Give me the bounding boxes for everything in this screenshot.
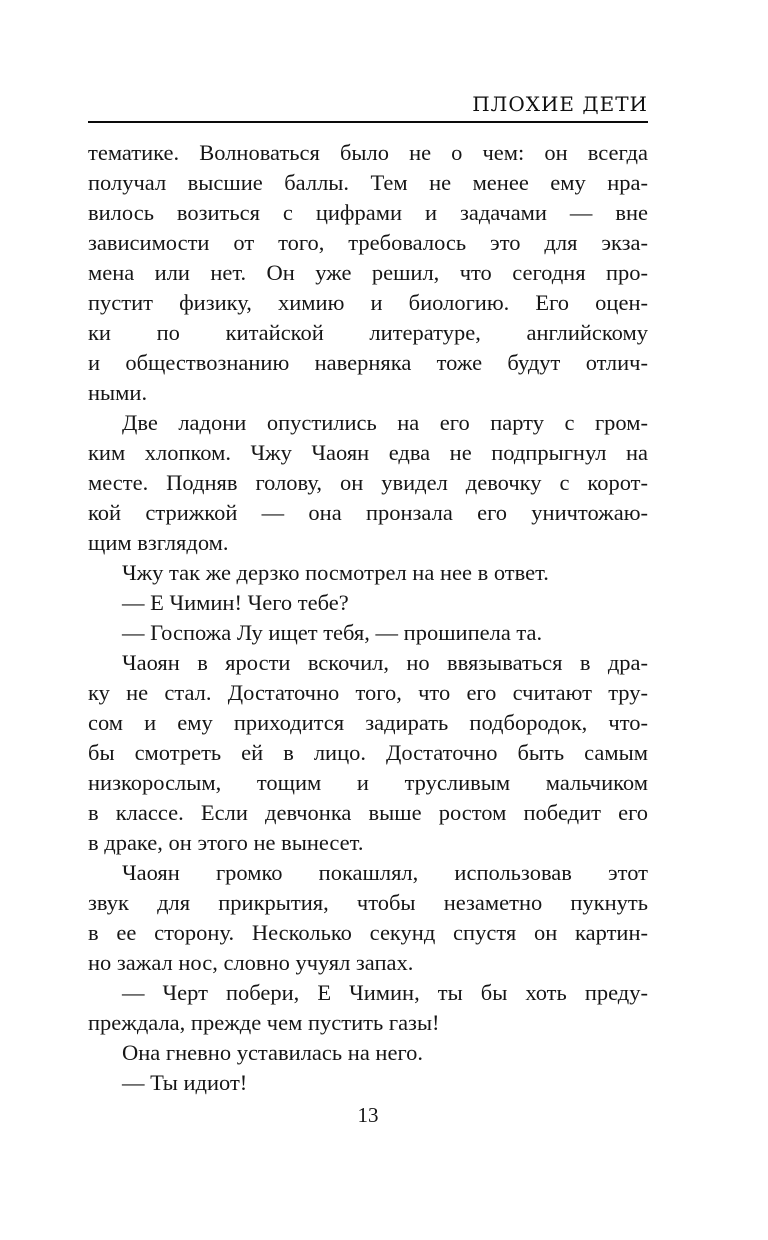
- body-text: [88, 138, 648, 1098]
- running-head-title: ПЛОХИЕ ДЕТИ: [472, 92, 648, 116]
- text-line: в классе. Если девчонка выше ростом победит его: [88, 800, 648, 825]
- text-line: бы смотреть ей в лицо. Достаточно быть самым: [88, 740, 648, 765]
- text-line: Чаоян громко покашлял, использовав этот: [122, 860, 648, 885]
- text-line: но зажал нос, словно учуял запах.: [88, 950, 414, 975]
- text-line: звук для прикрытия, чтобы незаметно пукнуть: [88, 890, 648, 915]
- text-line: тематике. Волноваться было не о чем: он всегда: [88, 140, 648, 165]
- text-line: месте. Подняв голову, он увидел девочку с корот-: [88, 470, 648, 495]
- text-line: зависимости от того, требовалось это для экза-: [88, 230, 648, 255]
- text-line: кой стрижкой — она пронзала его уничтожаю-: [88, 500, 648, 525]
- text-line: низкорослым, тощим и трусливым мальчиком: [88, 770, 648, 795]
- text-line: — Ты идиот!: [122, 1070, 248, 1095]
- text-line: получал высшие баллы. Тем не менее ему нра-: [88, 170, 648, 195]
- text-line: в ее сторону. Несколько секунд спустя он картин-: [88, 920, 648, 945]
- text-line: — Госпожа Лу ищет тебя, — прошипела та.: [122, 620, 543, 645]
- text-line: в драке, он этого не вынесет.: [88, 830, 364, 855]
- text-line: Она гневно уставилась на него.: [122, 1040, 424, 1065]
- text-line: — Е Чимин! Чего тебе?: [122, 590, 349, 615]
- running-head: [88, 93, 648, 123]
- text-line: ку не стал. Достаточно того, что его считают тру-: [88, 680, 648, 705]
- text-line: — Черт побери, Е Чимин, ты бы хоть преду-: [122, 980, 648, 1005]
- text-line: пустит физику, химию и биологию. Его оцен-: [88, 290, 648, 315]
- text-line: ким хлопком. Чжу Чаоян едва не подпрыгнул на: [88, 440, 648, 465]
- text-line: мена или нет. Он уже решил, что сегодня про-: [88, 260, 648, 285]
- text-column: [88, 0, 648, 1098]
- text-line: Две ладони опустились на его парту с гром-: [122, 410, 648, 435]
- text-line: преждала, прежде чем пустить газы!: [88, 1010, 440, 1035]
- page-number: 13: [357, 1103, 379, 1127]
- text-line: сом и ему приходится задирать подбородок, что-: [88, 710, 648, 735]
- text-line: щим взглядом.: [88, 530, 229, 555]
- text-line: Чжу так же дерзко посмотрел на нее в ответ.: [122, 560, 549, 585]
- text-line: вилось возиться с цифрами и задачами — вне: [88, 200, 648, 225]
- text-line: ки по китайской литературе, английскому: [88, 320, 648, 345]
- text-line: и обществознанию наверняка тоже будут отлич-: [88, 350, 648, 375]
- text-line: Чаоян в ярости вскочил, но ввязываться в дра-: [122, 650, 648, 675]
- text-line: ными.: [88, 380, 148, 405]
